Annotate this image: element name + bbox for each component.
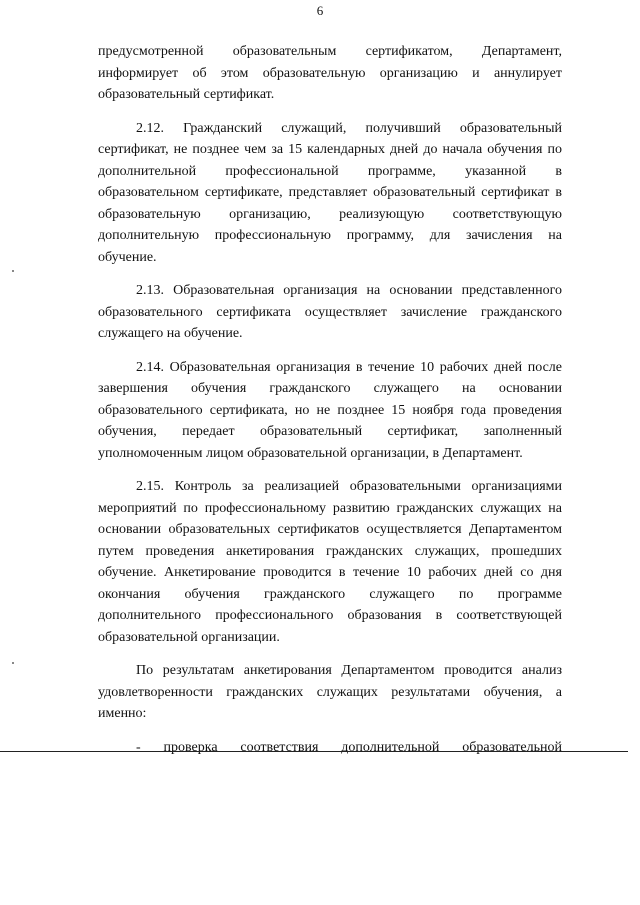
paragraph-check-list-item: - проверка соответствия дополнительной образовательной [136,739,562,755]
scan-artifact-dot [12,662,14,664]
paragraph-2-14: 2.14. Образовательная организация в течение 10 рабочих дней после завершения обучения гражданского служащего на основании образовательного сертификата, но не позднее 15 ноября года проведения обучения, передает образовательный сертификат, заполненный уполномоченным лицом образовательной организации, в Департамент. [98,359,562,461]
paragraph-2-13: 2.13. Образовательная организация на основании представленного образовательного сертификата осуществляет зачисление гражданского служащего на обучение. [98,283,562,341]
page-separator-line [0,751,628,752]
paragraph-2-12: 2.12. Гражданский служащий, получивший образовательный сертификат, не позднее чем за 15 календарных дней до начала обучения по дополнительной профессиональной программе, указанной в образовательном сертификате, представляет образовательный сертификат в образовательную организацию, реализующую соответствующую дополнительную профессиональную программу, для зачисления на обучение. [98,120,562,265]
scan-artifact-dot [12,270,14,272]
document-body [98,41,562,760]
paragraph-intro: предусмотренной образовательным сертификатом, Департамент, информирует об этом образовательную организацию и аннулирует образовательный сертификат. [98,44,562,102]
paragraph-survey-analysis: По результатам анкетирования Департаментом проводится анализ удовлетворенности гражданских служащих результатами обучения, а именно: [98,663,562,721]
paragraph-2-15: 2.15. Контроль за реализацией образовательными организациями мероприятий по профессиональному развитию гражданских служащих на основании образовательных сертификатов осуществляется Департаментом путем проведения анкетирования гражданских служащих, прошедших обучение. Анкетирование проводится в течение 10 рабочих дней со дня окончания обучения гражданского служащего по программе дополнительного профессионального образования в соответствующей образовательной организации. [98,479,562,645]
page-number: 6 [316,3,324,18]
